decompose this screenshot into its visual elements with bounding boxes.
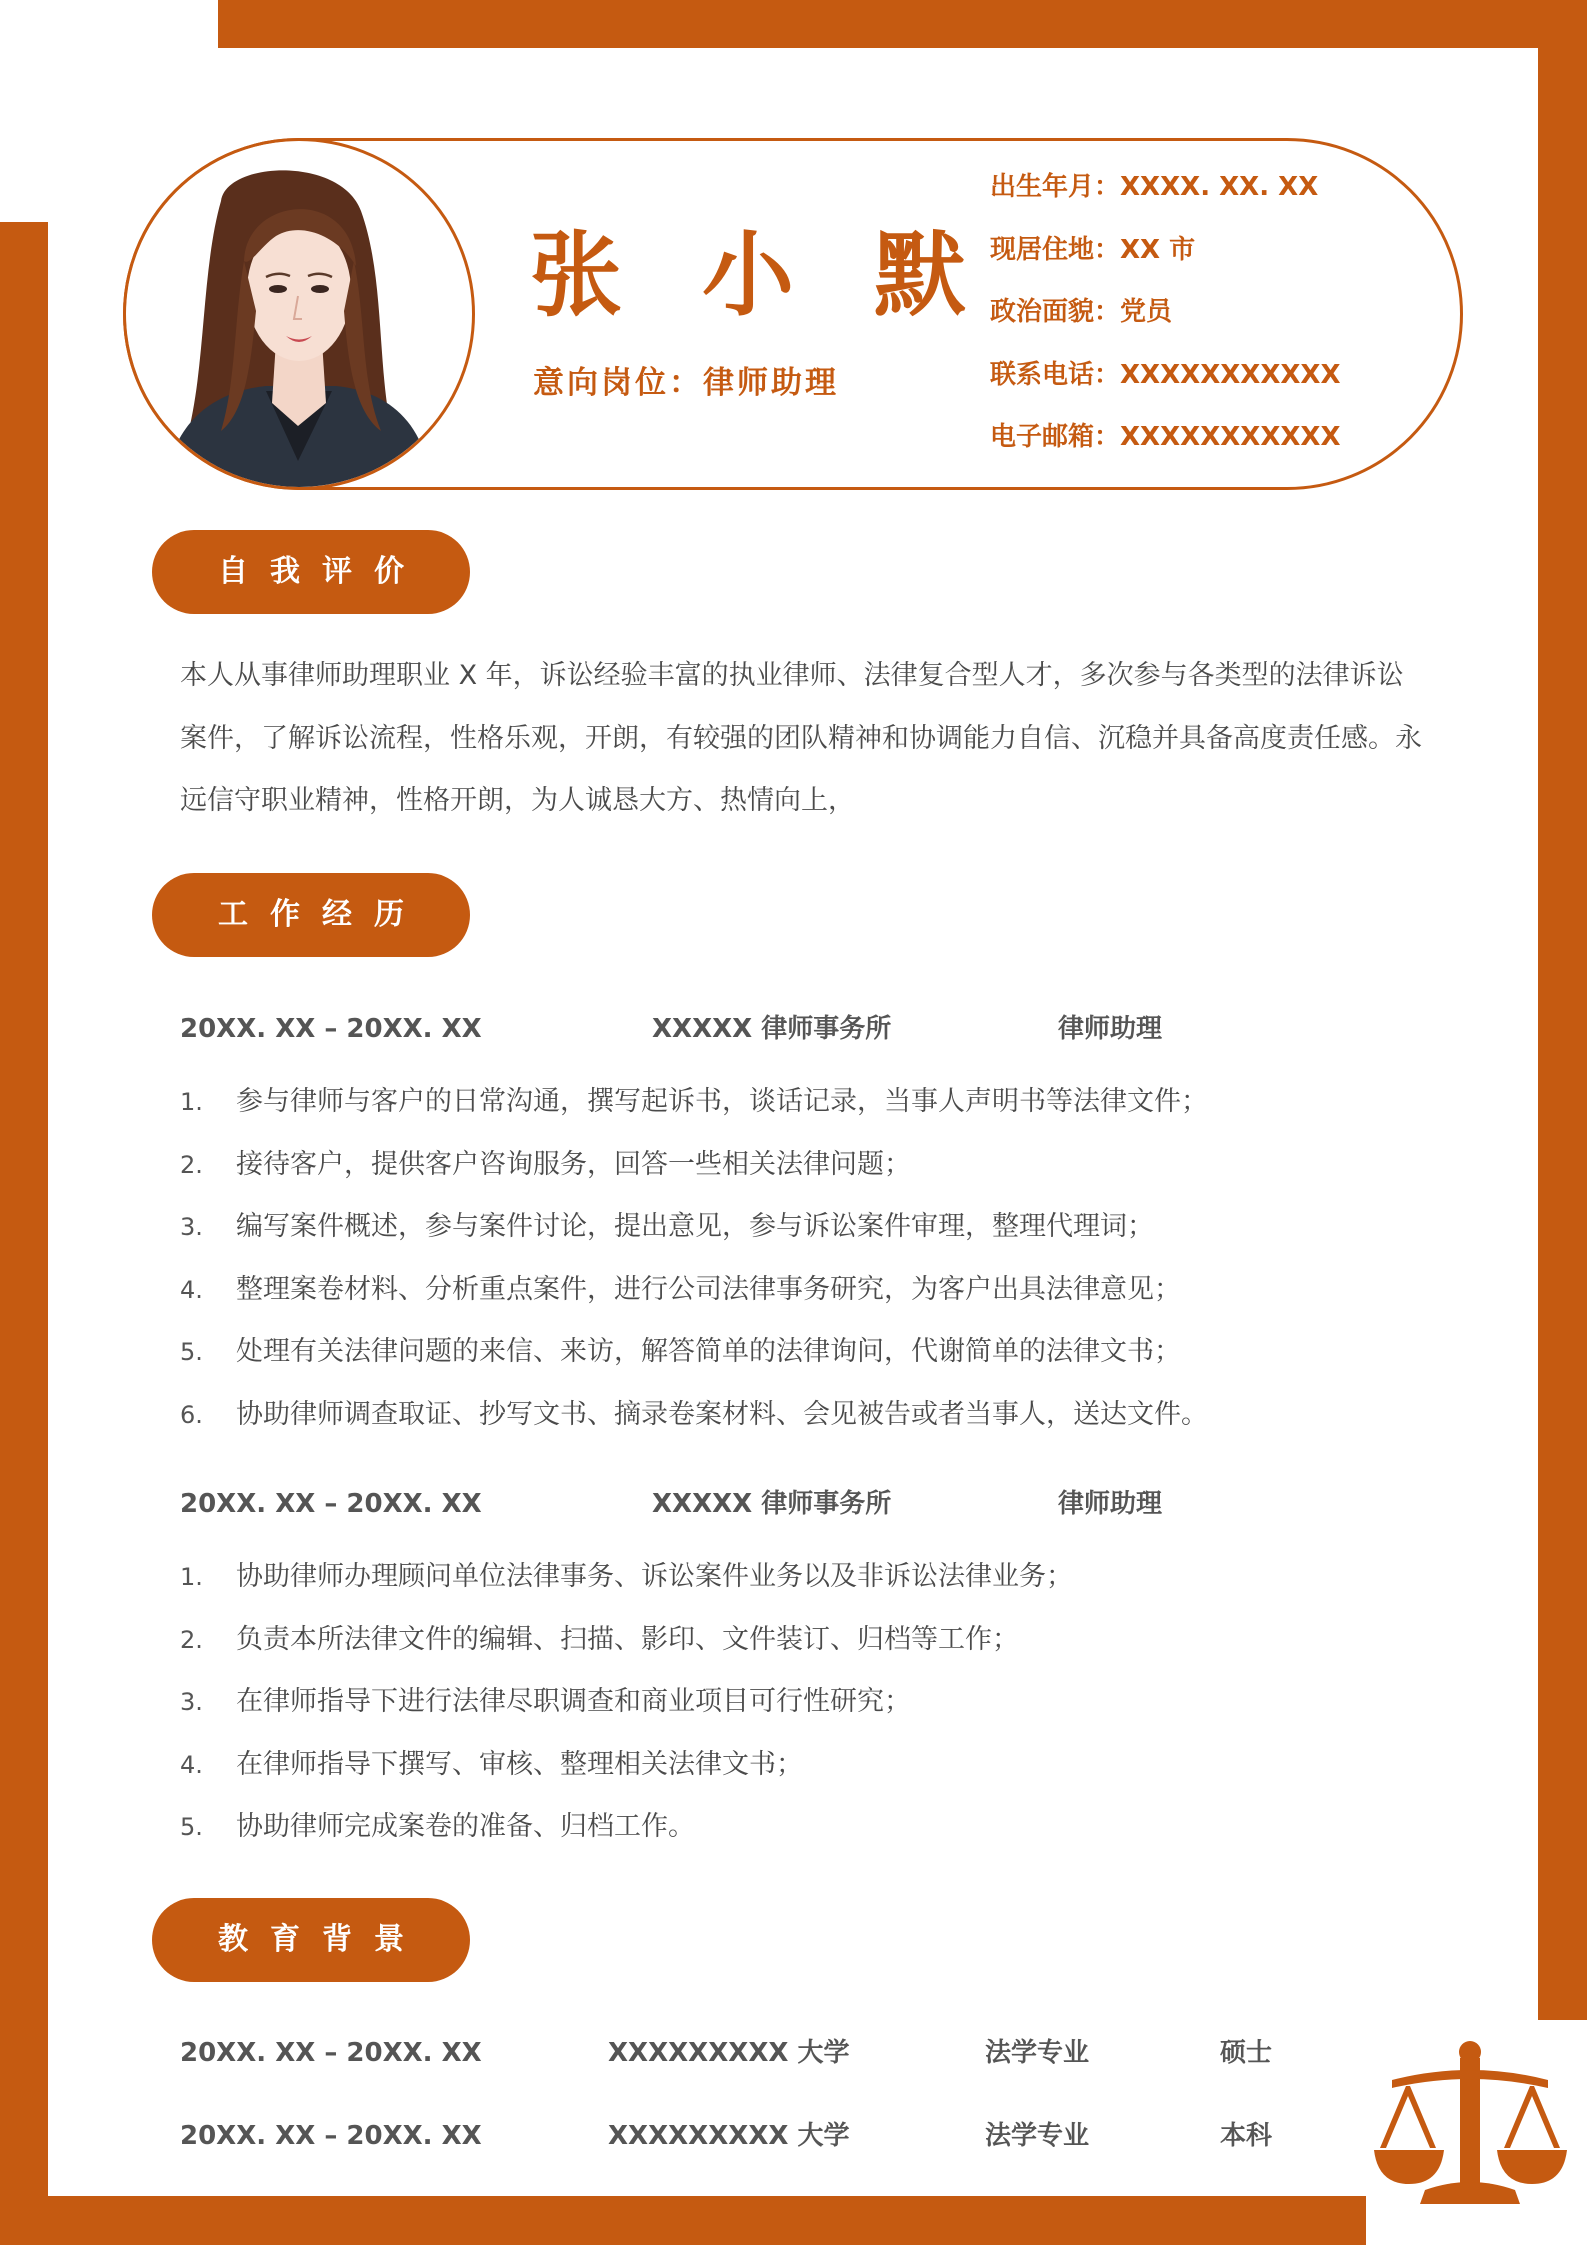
- edu-degree: 硕士: [1220, 2038, 1273, 2068]
- list-item: [180, 1796, 1380, 1859]
- education-row: [180, 2033, 1320, 2073]
- job-header: [180, 1484, 1280, 1524]
- avatar: [126, 141, 472, 487]
- edu-degree: 本科: [1220, 2121, 1273, 2151]
- position-label: 意向岗位：: [533, 365, 703, 401]
- frame-left-bar: [0, 222, 48, 2245]
- scales-of-justice-icon: [1370, 2038, 1570, 2210]
- info-value: 党员: [1120, 297, 1173, 327]
- section-work: [152, 873, 470, 957]
- info-email: [990, 416, 1350, 479]
- job-role: 律师助理: [1058, 1489, 1163, 1519]
- list-item: [180, 1609, 1380, 1672]
- list-item: [180, 1196, 1380, 1259]
- edu-date: 20XX. XX – 20XX. XX: [180, 2038, 482, 2068]
- item-text: 接待客户，提供客户咨询服务，回答一些相关法律问题；: [236, 1148, 911, 1180]
- info-label: 现居住地：: [990, 234, 1121, 265]
- job-role: 律师助理: [1058, 1014, 1163, 1044]
- info-value: XXXX. XX. XX: [1120, 172, 1319, 202]
- item-text: 协助律师调查取证、抄写文书、摘录卷案材料、会见被告或者当事人，送达文件。: [236, 1398, 1208, 1430]
- job-date: 20XX. XX – 20XX. XX: [180, 1014, 482, 1044]
- info-label: 联系电话：: [990, 359, 1121, 390]
- item-number: 2.: [180, 1150, 203, 1179]
- edu-date: 20XX. XX – 20XX. XX: [180, 2121, 482, 2151]
- job-company: XXXXX 律师事务所: [652, 1014, 892, 1044]
- section-title: 自我评价: [218, 554, 426, 589]
- job-date: 20XX. XX – 20XX. XX: [180, 1489, 482, 1519]
- item-text: 处理有关法律问题的来信、来访，解答简单的法律询问，代谢简单的法律文书；: [236, 1336, 1181, 1367]
- list-item: [180, 1671, 1380, 1734]
- job-header: [180, 1009, 1280, 1049]
- self-eval-text: 本人从事律师助理职业 X 年，诉讼经验丰富的执业律师、法律复合型人才，多次参与各类型的法律诉讼案件，了解诉讼流程，性格乐观，开朗，有较强的团队精神和协调能力自信、沉稳并具备高度责任感。永远信守职业精神，性格开朗，为人诚恳大方、热情向上，: [180, 660, 1422, 816]
- info-label: 政治面貌：: [990, 297, 1121, 327]
- item-number: 4.: [180, 1750, 203, 1779]
- item-number: 5.: [180, 1338, 203, 1366]
- info-label: 出生年月：: [990, 172, 1121, 202]
- job-company: XXXXX 律师事务所: [652, 1489, 892, 1519]
- item-number: 3.: [180, 1688, 203, 1716]
- section-self-eval: [152, 530, 470, 614]
- edu-school: XXXXXXXXX 大学: [608, 2038, 850, 2068]
- item-number: 1.: [180, 1088, 203, 1116]
- edu-school: XXXXXXXXX 大学: [608, 2121, 850, 2151]
- item-text: 编写案件概述，参与案件讨论，提出意见，参与诉讼案件审理，整理代理词；: [236, 1211, 1154, 1242]
- frame-top-bar: [218, 0, 1587, 48]
- info-phone: [990, 354, 1350, 417]
- section-title: 教育背景: [218, 1922, 426, 1957]
- list-item: [180, 1734, 1380, 1797]
- item-number: 1.: [180, 1563, 203, 1591]
- woman-portrait-icon: [126, 141, 472, 487]
- item-text: 协助律师完成案卷的准备、归档工作。: [236, 1811, 695, 1842]
- list-item: [180, 1321, 1380, 1384]
- list-item: [180, 1259, 1380, 1322]
- section-title: 工作经历: [218, 897, 426, 932]
- info-value: XXXXXXXXXXX: [1120, 422, 1341, 452]
- item-number: 3.: [180, 1213, 203, 1241]
- item-number: 6.: [180, 1400, 203, 1429]
- education-row: [180, 2116, 1320, 2156]
- job-duties-list: [180, 1071, 1380, 1446]
- list-item: [180, 1384, 1380, 1447]
- item-text: 参与律师与客户的日常沟通，撰写起诉书，谈话记录，当事人声明书等法律文件；: [236, 1086, 1208, 1117]
- item-number: 4.: [180, 1275, 203, 1304]
- section-education: [152, 1898, 470, 1982]
- item-text: 负责本所法律文件的编辑、扫描、影印、文件装订、归档等工作；: [236, 1623, 1019, 1655]
- edu-major: 法学专业: [985, 2038, 1090, 2068]
- list-item: [180, 1071, 1380, 1134]
- item-text: 协助律师办理顾问单位法律事务、诉讼案件业务以及非诉讼法律业务；: [236, 1561, 1073, 1592]
- personal-info-list: [990, 166, 1350, 479]
- frame-right-bar: [1538, 0, 1587, 2020]
- info-residence: [990, 229, 1350, 292]
- item-text: 在律师指导下进行法律尽职调查和商业项目可行性研究；: [236, 1686, 911, 1717]
- desired-position: [533, 362, 839, 404]
- info-value: XXXXXXXXXXX: [1120, 359, 1341, 390]
- list-item: [180, 1546, 1380, 1609]
- position-value: 律师助理: [703, 365, 839, 401]
- info-political: [990, 291, 1350, 354]
- info-birth: [990, 166, 1350, 229]
- item-text: 在律师指导下撰写、审核、整理相关法律文书；: [236, 1748, 803, 1780]
- item-text: 整理案卷材料、分析重点案件，进行公司法律事务研究，为客户出具法律意见；: [236, 1273, 1181, 1305]
- info-value: XX 市: [1120, 234, 1196, 265]
- item-number: 5.: [180, 1813, 203, 1841]
- edu-major: 法学专业: [985, 2121, 1090, 2151]
- frame-bottom-bar: [0, 2196, 1587, 2245]
- item-number: 2.: [180, 1625, 203, 1654]
- info-label: 电子邮箱：: [990, 422, 1121, 452]
- list-item: [180, 1134, 1380, 1197]
- candidate-name: 张 小 默: [530, 221, 991, 329]
- job-duties-list: [180, 1546, 1380, 1859]
